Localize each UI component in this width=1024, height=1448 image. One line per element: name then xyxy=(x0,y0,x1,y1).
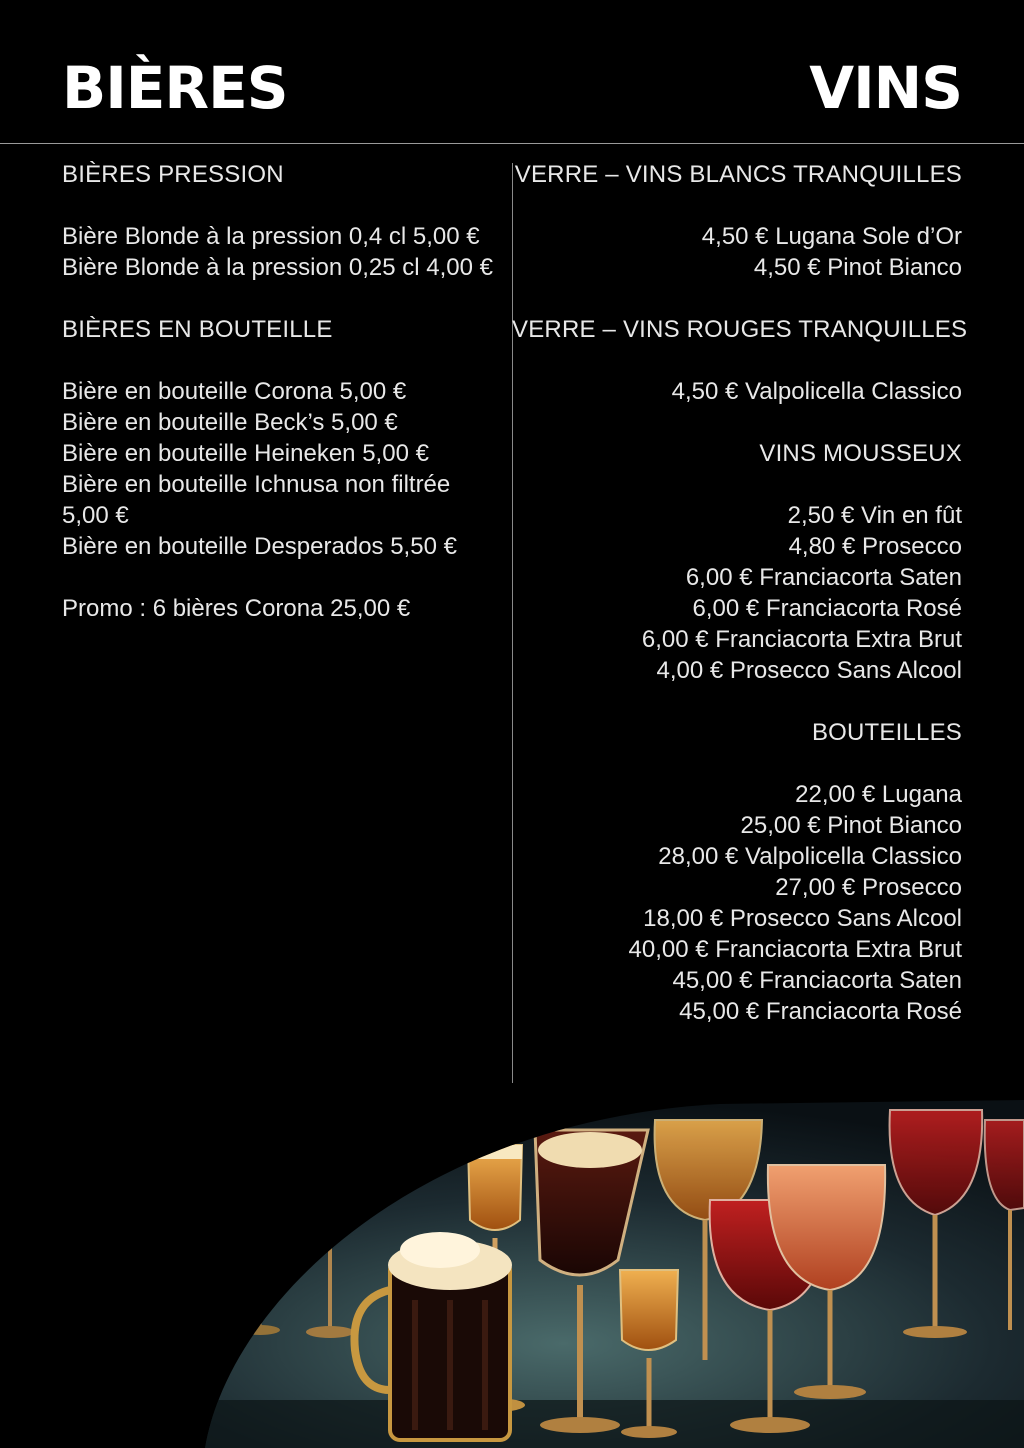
menu-item: Bière en bouteille Corona 5,00 € xyxy=(62,378,407,405)
menu-item: 45,00 € Franciacorta Saten xyxy=(672,967,962,994)
menu-item: 25,00 € Pinot Bianco xyxy=(740,812,962,839)
section-heading-pression: BIÈRES PRESSION xyxy=(62,161,284,188)
bieres-column xyxy=(62,159,512,624)
menu-item: 6,00 € Franciacorta Rosé xyxy=(692,595,962,622)
menu-item: 5,00 € xyxy=(62,502,129,529)
menu-item: Bière Blonde à la pression 0,4 cl 5,00 € xyxy=(62,223,480,250)
drinks-illustration xyxy=(0,1100,1024,1448)
header xyxy=(0,0,1024,144)
menu-item: Bière en bouteille Desperados 5,50 € xyxy=(62,533,457,560)
section-heading-bouteille: BIÈRES EN BOUTEILLE xyxy=(62,316,333,343)
menu-item: 4,50 € Pinot Bianco xyxy=(753,254,962,281)
menu-item: 27,00 € Prosecco xyxy=(775,874,962,901)
title-vins: VINS xyxy=(809,54,962,122)
menu-item: 4,80 € Prosecco xyxy=(788,533,962,560)
section-heading-mousseux: VINS MOUSSEUX xyxy=(759,440,962,467)
section-heading-bouteilles: BOUTEILLES xyxy=(811,719,962,746)
drinks-photo xyxy=(0,1100,1024,1448)
menu-item: Bière Blonde à la pression 0,25 cl 4,00 € xyxy=(62,254,493,281)
menu-item: 4,50 € Valpolicella Classico xyxy=(671,378,962,405)
menu-item: 28,00 € Valpolicella Classico xyxy=(658,843,962,870)
menu-item: 45,00 € Franciacorta Rosé xyxy=(679,998,962,1025)
menu-item: 6,00 € Franciacorta Saten xyxy=(685,564,962,591)
menu-item: 2,50 € Vin en fût xyxy=(787,502,962,529)
promo-item: Promo : 6 bières Corona 25,00 € xyxy=(62,595,411,622)
section-heading-blancs: VERRE – VINS BLANCS TRANQUILLES xyxy=(514,161,962,188)
menu-item: Bière en bouteille Heineken 5,00 € xyxy=(62,440,429,467)
menu-item: Bière en bouteille Ichnusa non filtrée xyxy=(62,471,451,498)
menu-item: 4,50 € Lugana Sole d’Or xyxy=(701,223,962,250)
section-heading-rouges: VERRE – VINS ROUGES TRANQUILLES xyxy=(512,316,968,343)
menu-item: Bière en bouteille Beck’s 5,00 € xyxy=(62,409,398,436)
menu-item: 40,00 € Franciacorta Extra Brut xyxy=(628,936,962,963)
vins-column xyxy=(512,159,968,1027)
menu-item: 4,00 € Prosecco Sans Alcool xyxy=(656,657,962,684)
title-bieres: BIÈRES xyxy=(62,54,288,122)
menu-item: 6,00 € Franciacorta Extra Brut xyxy=(641,626,962,653)
menu-item: 22,00 € Lugana xyxy=(795,781,962,808)
menu-item: 18,00 € Prosecco Sans Alcool xyxy=(643,905,962,932)
